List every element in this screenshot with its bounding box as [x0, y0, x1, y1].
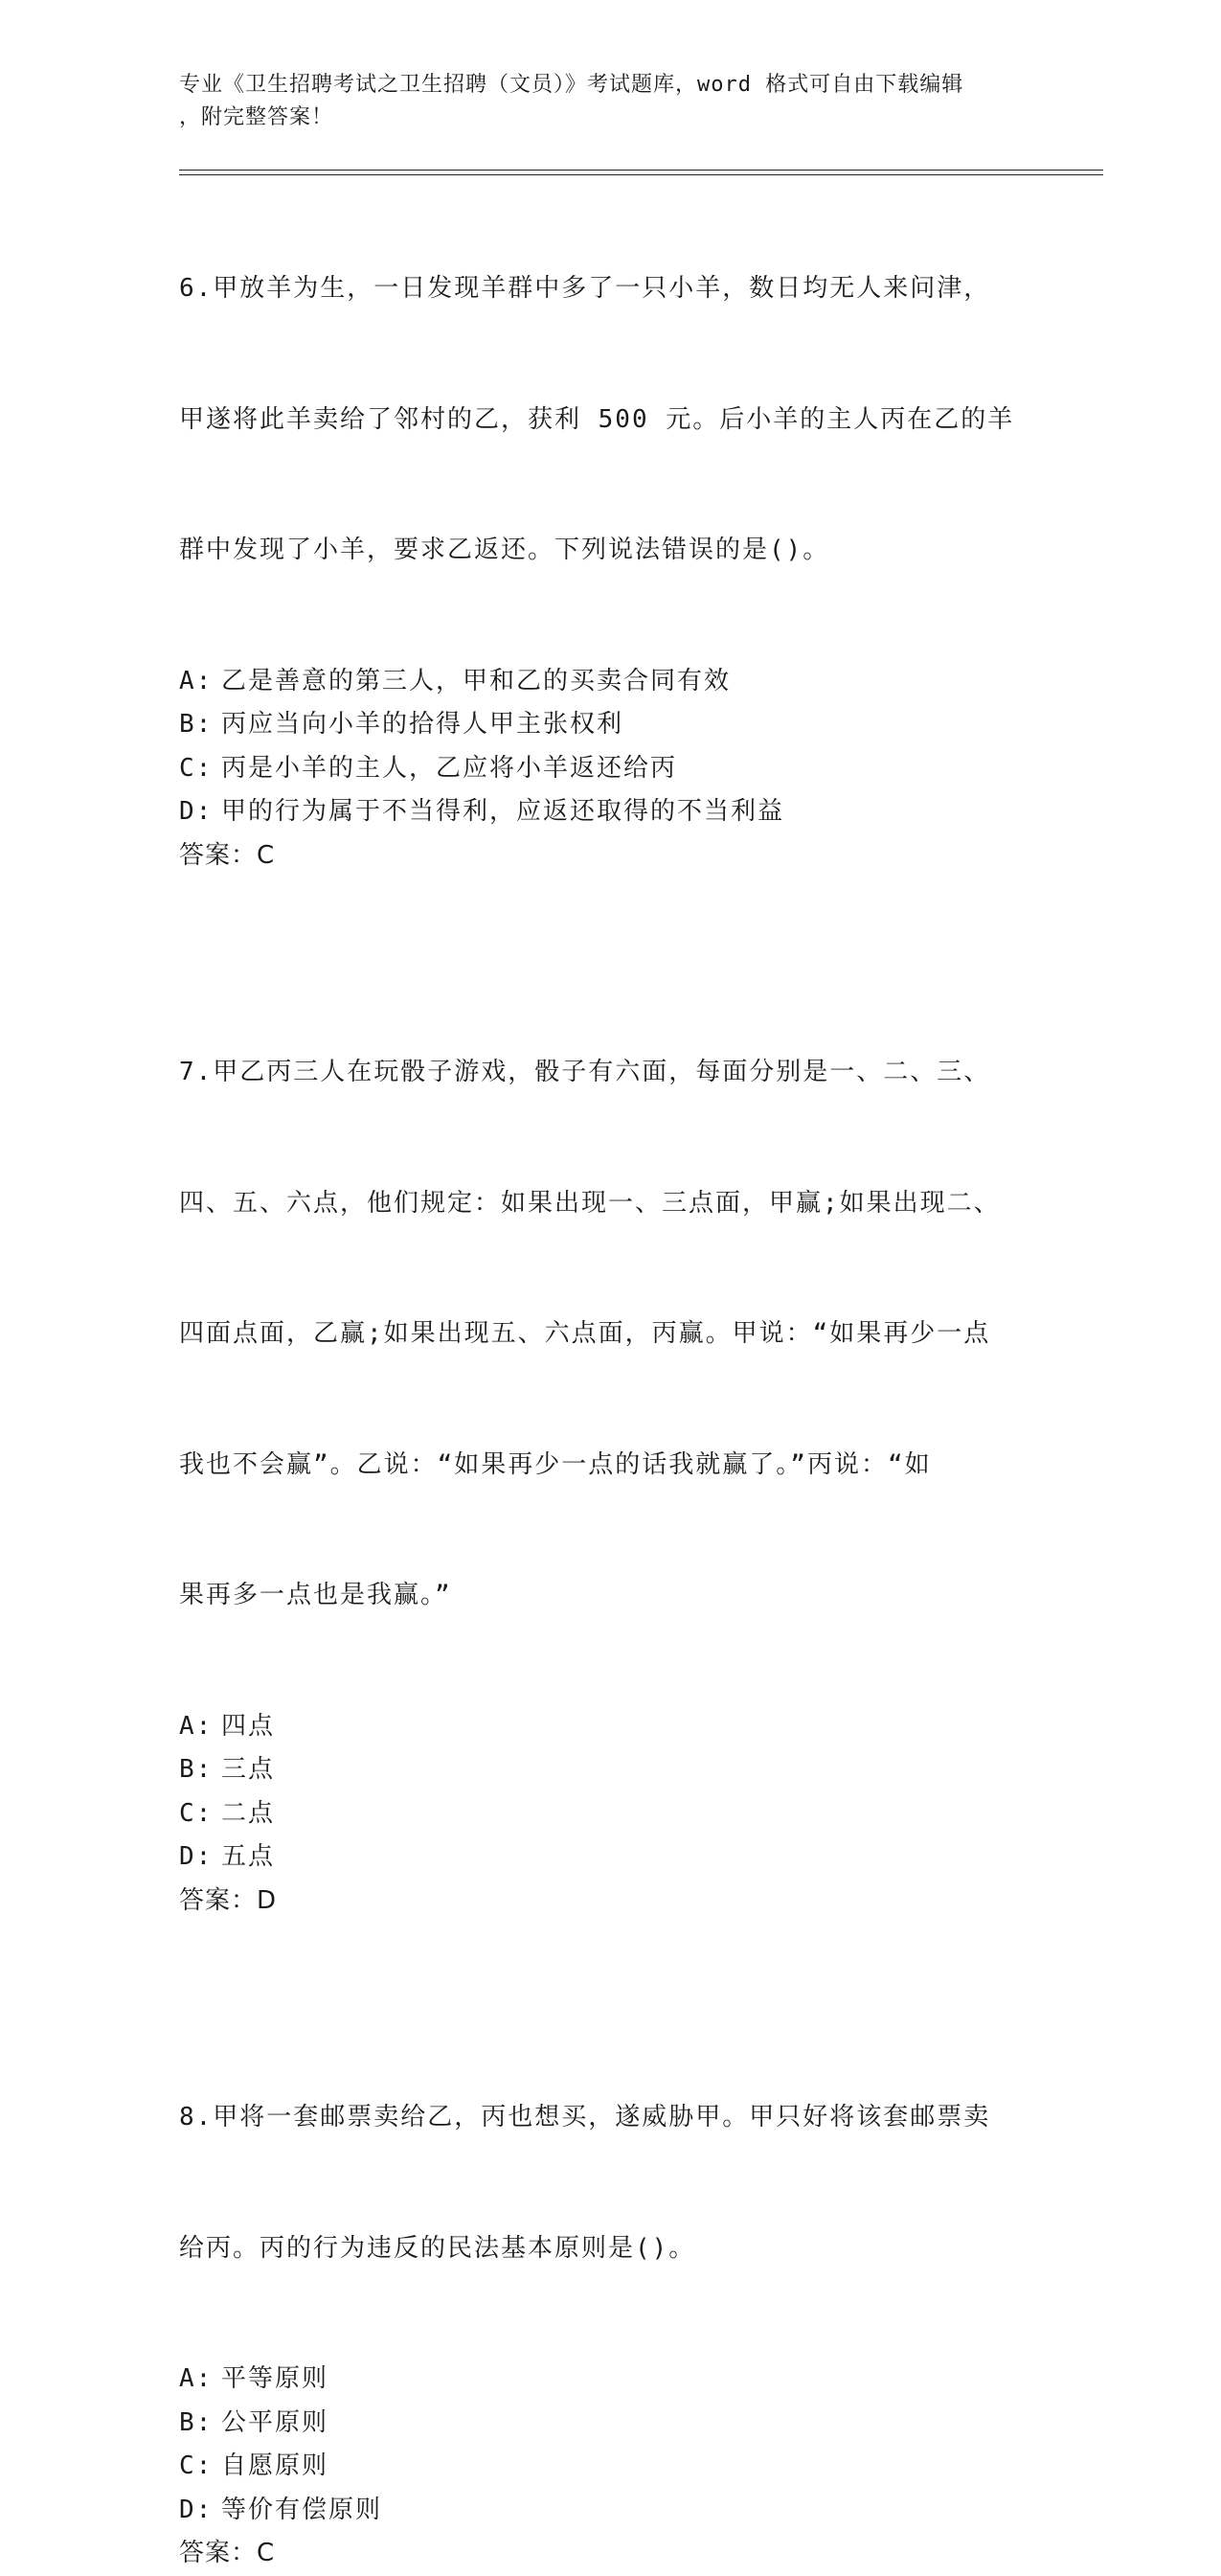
- question-spacer: [179, 878, 1041, 964]
- header-rule-bottom: [179, 174, 1103, 175]
- option-a: [179, 1705, 1041, 1749]
- option-key: C:: [179, 2451, 214, 2480]
- option-d: [179, 2489, 1041, 2533]
- option-text: 平等原则: [221, 2364, 329, 2393]
- question-6: [179, 180, 1041, 878]
- question-8: [179, 2009, 1041, 2576]
- option-text: 三点: [221, 1755, 276, 1784]
- question-line: 果再多一点也是我赢。”: [179, 1581, 452, 1609]
- option-text: 甲的行为属于不当得利，应返还取得的不当利益: [221, 797, 785, 826]
- option-a: [179, 2358, 1041, 2402]
- option-key: B:: [179, 2407, 214, 2437]
- option-key: A:: [179, 1711, 214, 1741]
- option-d: [179, 790, 1041, 834]
- option-c: [179, 2445, 1041, 2489]
- question-line: 8.甲将一套邮票卖给乙，丙也想买，遂威胁甲。甲只好将该套邮票卖: [179, 2103, 991, 2131]
- question-line: 给丙。丙的行为违反的民法基本原则是()。: [179, 2233, 696, 2263]
- option-key: C:: [179, 1798, 214, 1828]
- question-line: 7.甲乙丙三人在玩骰子游戏，骰子有六面，每面分别是一、二、三、: [179, 1058, 991, 1086]
- answer-7: 答案：D: [179, 1885, 278, 1915]
- option-text: 丙应当向小羊的拾得人甲主张权利: [221, 710, 624, 739]
- option-key: A:: [179, 2364, 214, 2393]
- option-c: [179, 1792, 1041, 1836]
- option-key: D:: [179, 2495, 214, 2524]
- option-text: 五点: [221, 1842, 276, 1871]
- option-b: [179, 703, 1041, 747]
- header-line-1: 专业《卫生招聘考试之卫生招聘（文员）》考试题库，word 格式可自由下载编辑: [179, 73, 964, 97]
- option-text: 自愿原则: [221, 2451, 329, 2480]
- question-spacer: [179, 1923, 1041, 2009]
- document-header: [179, 69, 1031, 134]
- question-line: 我也不会赢”。乙说：“如果再少一点的话我就赢了。”丙说：“如: [179, 1449, 932, 1479]
- option-b: [179, 1748, 1041, 1792]
- option-text: 四点: [221, 1711, 276, 1741]
- question-8-text: [179, 2009, 1041, 2358]
- option-text: 二点: [221, 1798, 276, 1828]
- option-key: C:: [179, 753, 214, 783]
- option-text: 乙是善意的第三人，甲和乙的买卖合同有效: [221, 666, 732, 695]
- answer-8: 答案：C: [179, 2539, 276, 2567]
- question-7: [179, 964, 1041, 1923]
- question-line: 四、五、六点，他们规定：如果出现一、三点面，甲赢;如果出现二、: [179, 1188, 1001, 1218]
- option-d: [179, 1835, 1041, 1880]
- header-rule-top: [179, 170, 1103, 171]
- option-a: [179, 660, 1041, 704]
- question-line: 群中发现了小羊，要求乙返还。下列说法错误的是()。: [179, 536, 830, 564]
- answer-6: 答案：C: [179, 840, 276, 870]
- option-key: D:: [179, 797, 214, 826]
- option-key: B:: [179, 710, 214, 739]
- option-text: 丙是小羊的主人，乙应将小羊返还给丙: [221, 753, 678, 783]
- option-text: 等价有偿原则: [221, 2495, 383, 2524]
- header-line-2: ，附完整答案！: [179, 105, 334, 129]
- question-6-text: [179, 180, 1041, 660]
- question-line: 6.甲放羊为生，一日发现羊群中多了一只小羊，数日均无人来问津，: [179, 274, 991, 303]
- option-key: A:: [179, 666, 214, 695]
- option-text: 公平原则: [221, 2407, 329, 2437]
- option-c: [179, 747, 1041, 791]
- question-line: 四面点面，乙赢;如果出现五、六点面，丙赢。甲说：“如果再少一点: [179, 1319, 991, 1348]
- question-line: 甲遂将此羊卖给了邻村的乙，获利 500 元。后小羊的主人丙在乙的羊: [179, 404, 1015, 434]
- option-b: [179, 2402, 1041, 2446]
- option-key: D:: [179, 1842, 214, 1871]
- question-7-text: [179, 964, 1041, 1705]
- question-list: [179, 180, 1041, 2576]
- option-key: B:: [179, 1755, 214, 1784]
